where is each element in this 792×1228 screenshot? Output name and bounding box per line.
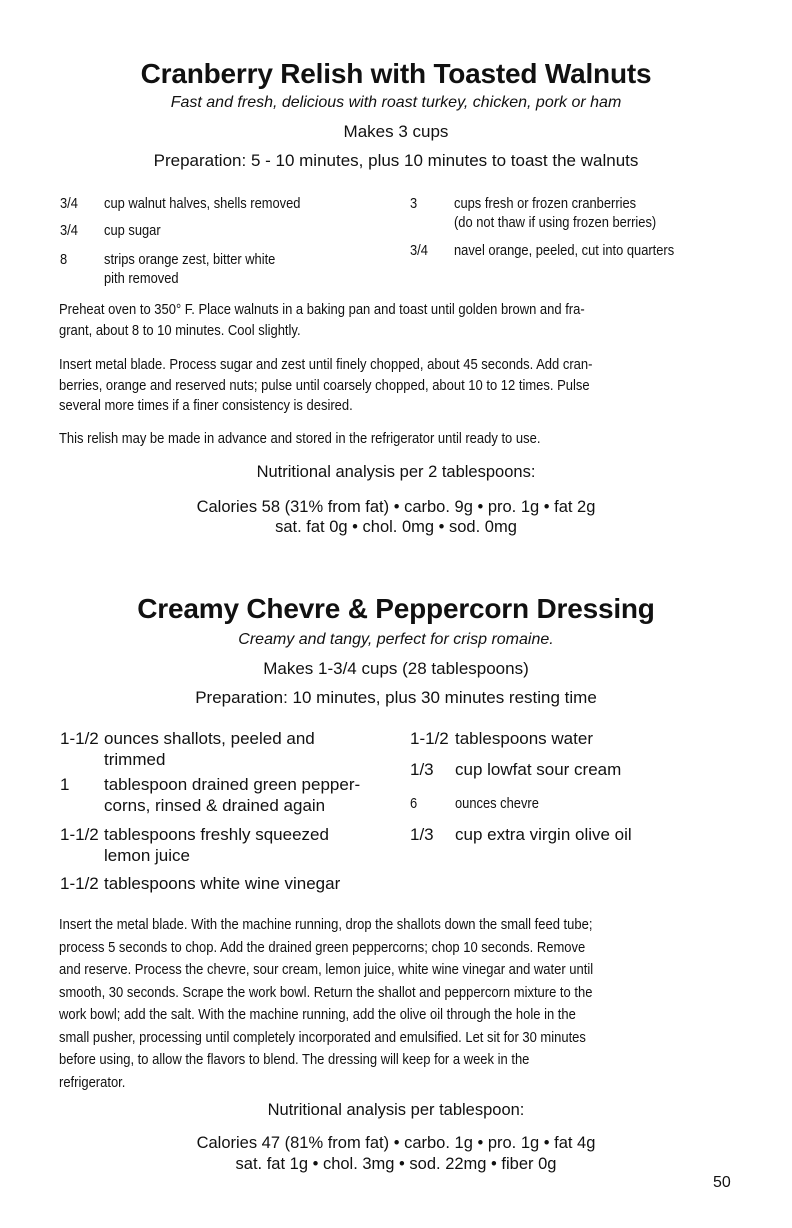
ingredient-text: cup walnut halves, shells removed bbox=[104, 195, 301, 212]
ingredient-text-cont: lemon juice bbox=[104, 846, 190, 865]
ingredient-text-cont: corns, rinsed & drained again bbox=[104, 796, 326, 815]
ingredient-text: tablespoons white wine vinegar bbox=[104, 874, 341, 893]
ingredient-text: ounces chevre bbox=[455, 795, 539, 812]
nutrition-heading: Nutritional analysis per tablespoon: bbox=[267, 1101, 525, 1119]
ingredient-text: tablespoons water bbox=[455, 729, 593, 748]
ingredient-qty: 3/4 bbox=[410, 242, 428, 259]
recipe-subtitle: Fast and fresh, delicious with roast turkey, chicken, pork or ham bbox=[170, 94, 622, 111]
recipe-title: Cranberry Relish with Toasted Walnuts bbox=[140, 58, 652, 89]
ingredient-text-cont: pith removed bbox=[104, 270, 179, 287]
recipe-prep-time: Preparation: 5 - 10 minutes, plus 10 minutes to toast the walnuts bbox=[153, 151, 639, 170]
ingredient-text: strips orange zest, bitter white bbox=[104, 251, 276, 268]
ingredient-text-cont: trimmed bbox=[104, 750, 166, 769]
recipe-prep-time: Preparation: 10 minutes, plus 30 minutes resting time bbox=[195, 688, 597, 707]
ingredient-text-cont: (do not thaw if using frozen berries) bbox=[454, 214, 657, 231]
ingredient-qty: 1-1/2 bbox=[60, 729, 99, 748]
nutrition-line: Calories 58 (31% from fat) • carbo. 9g • pro. 1g • fat 2g bbox=[196, 498, 596, 516]
ingredient-qty: 1/3 bbox=[410, 825, 434, 844]
nutrition-line: Calories 47 (81% from fat) • carbo. 1g • pro. 1g • fat 4g bbox=[196, 1134, 596, 1152]
method-step: Insert metal blade. Process sugar and zest until finely chopped, about 45 seconds. Add cran- berries, orange and reserved nuts; pulse until coarsely chopped, about 10 to 12 times. Pulse several more times if a finer consistency is desired. bbox=[59, 356, 593, 414]
ingredient-text: cup extra virgin olive oil bbox=[455, 825, 632, 844]
ingredient-qty: 3/4 bbox=[60, 195, 78, 212]
ingredient-qty: 1-1/2 bbox=[410, 729, 449, 748]
method-step: Preheat oven to 350° F. Place walnuts in a baking pan and toast until golden brown and fra- grant, about 8 to 10 minutes. Cool slightly. bbox=[59, 301, 585, 339]
ingredient-qty: 8 bbox=[60, 251, 68, 268]
nutrition-line: sat. fat 1g • chol. 3mg • sod. 22mg • fiber 0g bbox=[235, 1155, 557, 1173]
recipe-yield: Makes 3 cups bbox=[343, 122, 449, 141]
ingredient-text: navel orange, peeled, cut into quarters bbox=[454, 242, 675, 259]
ingredient-text: ounces shallots, peeled and bbox=[104, 729, 315, 748]
ingredient-text: cups fresh or frozen cranberries bbox=[454, 195, 637, 212]
ingredient-qty: 3/4 bbox=[60, 222, 78, 239]
recipe-subtitle: Creamy and tangy, perfect for crisp romaine. bbox=[238, 631, 554, 648]
ingredient-qty: 6 bbox=[410, 795, 418, 812]
ingredient-qty: 3 bbox=[410, 195, 418, 212]
method-step: Insert the metal blade. With the machine running, drop the shallots down the small feed tube; process 5 seconds to chop. Add the drained green peppercorns; chop 10 seconds. Remove and reserve. Process the chevre, sour cream, lemon juice, white wine vinegar and water until smooth, 30 seconds. Scrape the work bowl. Return the shallot and peppercorn mixture to the work bowl; add the salt. With the machine running, add the olive oil through the hole in the small pusher, processing until completely incorporated and emulsified. Let sit for 30 minutes before using, to allow the flavors to blend. The dressing will keep for a week in the refrigerator. bbox=[59, 916, 594, 1091]
nutrition-heading: Nutritional analysis per 2 tablespoons: bbox=[256, 463, 536, 481]
nutrition-line: sat. fat 0g • chol. 0mg • sod. 0mg bbox=[275, 518, 517, 536]
ingredient-text: tablespoons freshly squeezed bbox=[104, 825, 329, 844]
page-number: 50 bbox=[713, 1174, 731, 1191]
ingredient-text: cup sugar bbox=[104, 222, 161, 239]
ingredient-qty: 1-1/2 bbox=[60, 874, 99, 893]
method-step: This relish may be made in advance and stored in the refrigerator until ready to use. bbox=[59, 430, 541, 447]
ingredient-qty: 1-1/2 bbox=[60, 825, 99, 844]
ingredient-text: cup lowfat sour cream bbox=[455, 760, 622, 779]
ingredient-text: tablespoon drained green pepper- bbox=[104, 775, 361, 794]
recipe-title: Creamy Chevre & Peppercorn Dressing bbox=[137, 593, 655, 624]
ingredient-qty: 1/3 bbox=[410, 760, 434, 779]
ingredient-qty: 1 bbox=[60, 775, 70, 794]
recipe-yield: Makes 1-3/4 cups (28 tablespoons) bbox=[263, 659, 529, 678]
